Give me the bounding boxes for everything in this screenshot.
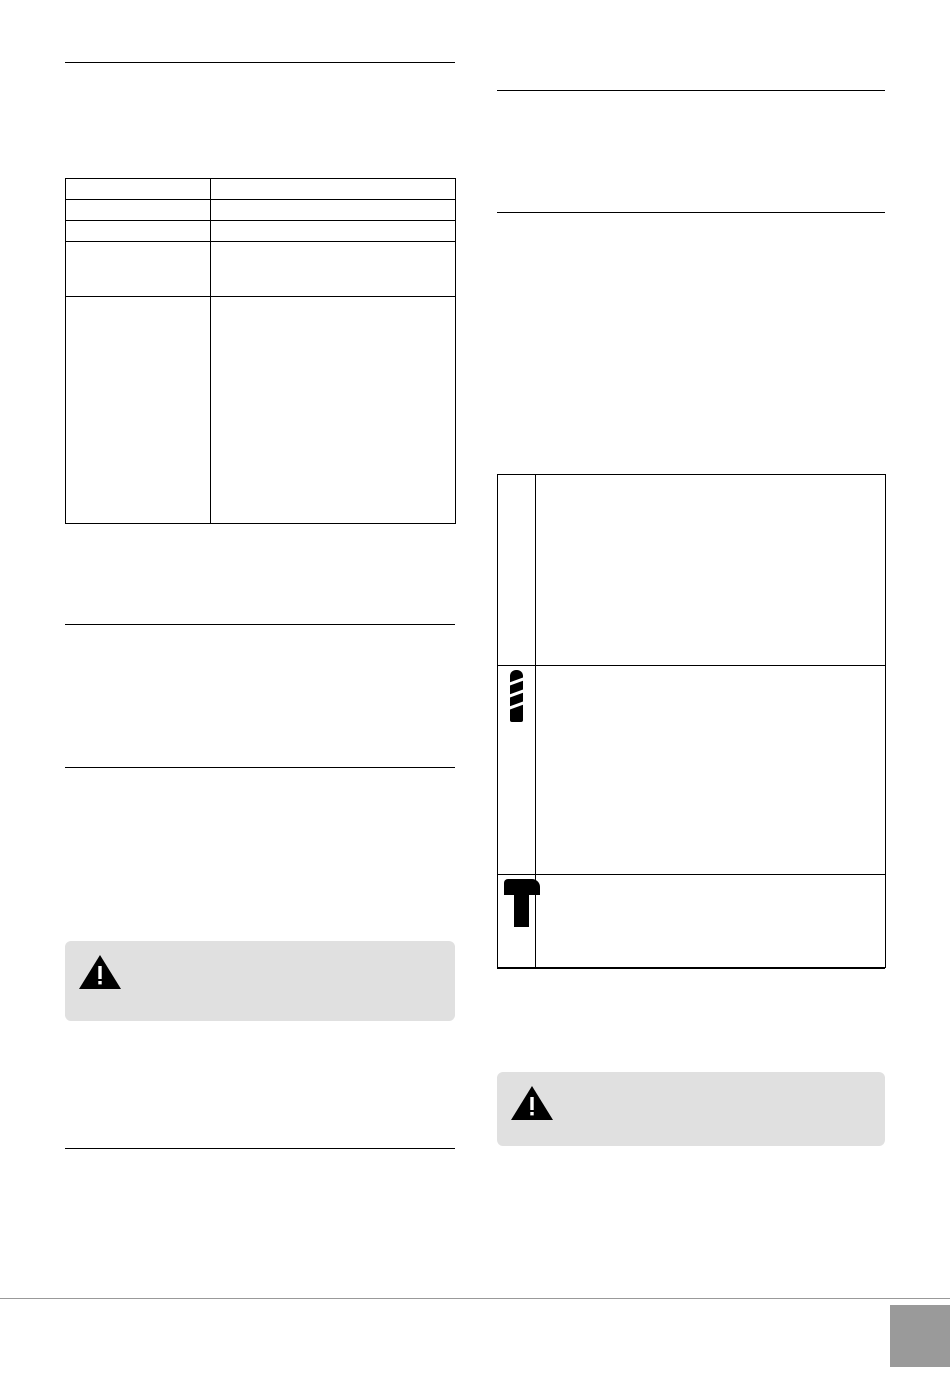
right-rule-bottom [497,968,885,969]
spec-label [66,297,211,524]
left-rule-mid-1 [65,624,455,625]
symbol-legend-table [497,474,886,968]
right-rule-top [497,90,885,91]
table-row [498,475,886,666]
right-warning-banner [497,1072,885,1146]
symbol-description [536,875,886,968]
spec-label [66,242,211,297]
table-row [498,875,886,968]
left-rule-bottom [65,1148,455,1149]
hatched-bar-icon [498,666,536,875]
spec-value [211,179,456,200]
left-rule-top [65,62,455,63]
warning-triangle-icon [77,951,123,991]
table-row [66,200,456,221]
left-rule-mid-2 [65,767,455,768]
spec-label [66,179,211,200]
blank-symbol [498,475,536,666]
spec-value [211,297,456,524]
t-shape-icon [498,875,536,968]
symbol-description [536,475,886,666]
spec-value [211,242,456,297]
table-row [66,297,456,524]
table-row [66,221,456,242]
page-number-tab [890,1305,950,1367]
left-warning-banner [65,941,455,1021]
right-rule-second [497,212,885,213]
spec-value [211,221,456,242]
specification-table [65,178,456,524]
table-row [66,242,456,297]
spec-label [66,200,211,221]
warning-triangle-icon [509,1082,555,1122]
table-row [66,179,456,200]
spec-label [66,221,211,242]
t-shape-glyph [504,879,540,927]
spec-value [211,200,456,221]
footer-divider [0,1298,950,1299]
symbol-description [536,666,886,875]
hatched-bar-glyph [510,670,523,722]
table-row [498,666,886,875]
